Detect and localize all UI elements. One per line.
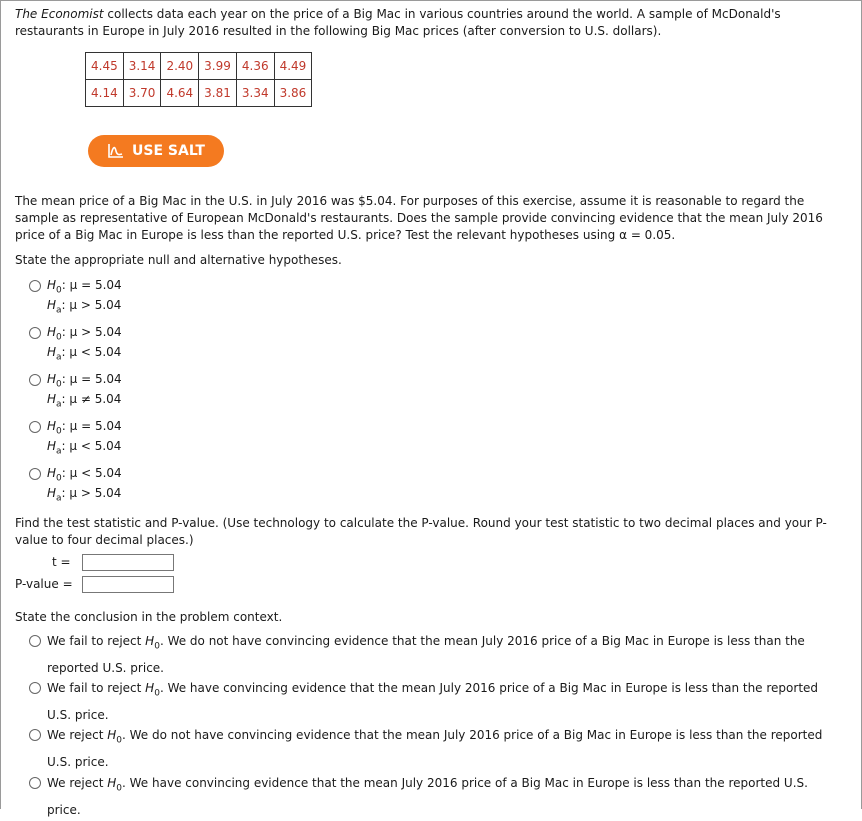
ha-line: $H_a$: μ > 5.04 — [47, 298, 122, 316]
hypotheses-option-4-radio[interactable] — [29, 421, 41, 433]
h0-line: $H_0$: μ = 5.04 — [47, 372, 122, 390]
h0-text: μ = 5.04 — [69, 419, 122, 433]
conclusion-text: . We have convincing evidence that the mean July 2016 price of a Big Mac in Europe is less than the reported U.S. price. — [47, 776, 808, 818]
hypotheses-option-5-radio[interactable] — [29, 468, 41, 480]
intro-rest: collects data each year on the price of a Big Mac in various countries around the world. A sample of McDonald's restaurants in Europe in July 2016 resulted in the following Big Mac prices (after conversion to U.S. dollars). — [15, 7, 781, 38]
conclusion-prompt: State the conclusion in the problem context. — [15, 610, 283, 624]
price-cell: 3.14 — [123, 53, 161, 80]
hypotheses-prompt: State the appropriate null and alternative hypotheses. — [15, 253, 342, 267]
hypotheses-option-5 — [47, 463, 122, 503]
price-cell: 4.14 — [86, 80, 124, 107]
h0-text: μ = 5.04 — [69, 372, 122, 386]
ha-text: μ > 5.04 — [69, 298, 122, 312]
conclusion-option-4: We reject $H_0$. We have convincing evidence that the mean July 2016 price of a Big Mac in Europe is less than the reported U.S. price. — [47, 776, 808, 818]
price-cell: 4.64 — [161, 80, 199, 107]
price-cell: 3.86 — [274, 80, 312, 107]
price-cell: 3.99 — [199, 53, 237, 80]
t-input[interactable] — [82, 554, 174, 571]
ha-line: $H_a$: μ > 5.04 — [47, 486, 122, 504]
test-prompt: Find the test statistic and P-value. (Use technology to calculate the P-value. Round your test statistic to two decimal places and your P-value to four decimal places.) — [15, 516, 827, 547]
price-table — [85, 52, 312, 107]
price-cell: 3.34 — [236, 80, 274, 107]
table-row — [86, 80, 312, 107]
conclusion-text: . We do not have convincing evidence that the mean July 2016 price of a Big Mac in Europe is less than the reported U.S. price. — [47, 728, 823, 770]
source-name: The Economist — [15, 7, 104, 21]
h0-line: $H_0$: μ = 5.04 — [47, 278, 122, 296]
conclusion-text: . We do not have convincing evidence that the mean July 2016 price of a Big Mac in Europe is less than the reported U.S. price. — [47, 634, 805, 676]
price-cell: 4.36 — [236, 53, 274, 80]
ha-line: $H_a$: μ ≠ 5.04 — [47, 392, 122, 410]
price-cell: 3.70 — [123, 80, 161, 107]
conclusion-option-2: We fail to reject $H_0$. We have convincing evidence that the mean July 2016 price of a Big Mac in Europe is less than the reported U.S. price. — [47, 681, 819, 723]
ha-text: μ < 5.04 — [69, 345, 122, 359]
conclusion-lead: We reject — [47, 728, 108, 742]
hypotheses-option-3-radio[interactable] — [29, 374, 41, 386]
ha-line: $H_a$: μ < 5.04 — [47, 439, 122, 457]
h0-text: μ < 5.04 — [69, 466, 122, 480]
conclusion-option-1-radio[interactable] — [29, 635, 41, 647]
h0-line: $H_0$: μ < 5.04 — [47, 466, 122, 484]
hypotheses-option-1-radio[interactable] — [29, 280, 41, 292]
conclusion-option-1: We fail to reject $H_0$. We do not have convincing evidence that the mean July 2016 price of a Big Mac in Europe is less than the reported U.S. price. — [47, 634, 805, 676]
ha-text: μ < 5.04 — [69, 439, 122, 453]
h0-line: $H_0$: μ = 5.04 — [47, 419, 122, 437]
ha-text: μ > 5.04 — [69, 486, 122, 500]
conclusion-lead: We fail to reject — [47, 634, 146, 648]
conclusion-lead: We fail to reject — [47, 681, 146, 695]
t-label: t = — [52, 555, 71, 569]
price-cell: 4.49 — [274, 53, 312, 80]
intro-text — [15, 6, 850, 40]
conclusion-text: . We have convincing evidence that the mean July 2016 price of a Big Mac in Europe is less than the reported U.S. price. — [47, 681, 819, 723]
h0-text: μ = 5.04 — [69, 278, 122, 292]
question-text: The mean price of a Big Mac in the U.S. in July 2016 was $5.04. For purposes of this exercise, assume it is reasonable to regard the sample as representative of European McDonald's restaurants. Does the sample provide convincing evidence that the mean July 2016 price of a Big Mac in Europe is less than the reported U.S. price? Test the relevant hypotheses using α = 0.05. — [15, 194, 823, 242]
hypotheses-option-1 — [47, 275, 122, 315]
conclusion-option-3-radio[interactable] — [29, 729, 41, 741]
table-row — [86, 53, 312, 80]
price-cell: 2.40 — [161, 53, 199, 80]
chart-icon — [107, 143, 125, 159]
p-value-label: P-value = — [15, 577, 73, 591]
p-value-input[interactable] — [82, 576, 174, 593]
h0-text: μ > 5.04 — [69, 325, 122, 339]
hypotheses-option-2-radio[interactable] — [29, 327, 41, 339]
hypotheses-option-4 — [47, 416, 122, 456]
conclusion-option-3: We reject $H_0$. We do not have convincing evidence that the mean July 2016 price of a Big Mac in Europe is less than the reported U.S. price. — [47, 728, 823, 770]
hypotheses-option-3 — [47, 369, 122, 409]
price-cell: 4.45 — [86, 53, 124, 80]
use-salt-label: USE SALT — [132, 143, 205, 159]
hypotheses-option-2 — [47, 322, 122, 362]
conclusion-option-4-radio[interactable] — [29, 777, 41, 789]
price-cell: 3.81 — [199, 80, 237, 107]
conclusion-option-2-radio[interactable] — [29, 682, 41, 694]
h0-line: $H_0$: μ > 5.04 — [47, 325, 122, 343]
ha-line: $H_a$: μ < 5.04 — [47, 345, 122, 363]
ha-text: μ ≠ 5.04 — [69, 392, 122, 406]
conclusion-lead: We reject — [47, 776, 108, 790]
use-salt-button[interactable] — [88, 135, 224, 167]
